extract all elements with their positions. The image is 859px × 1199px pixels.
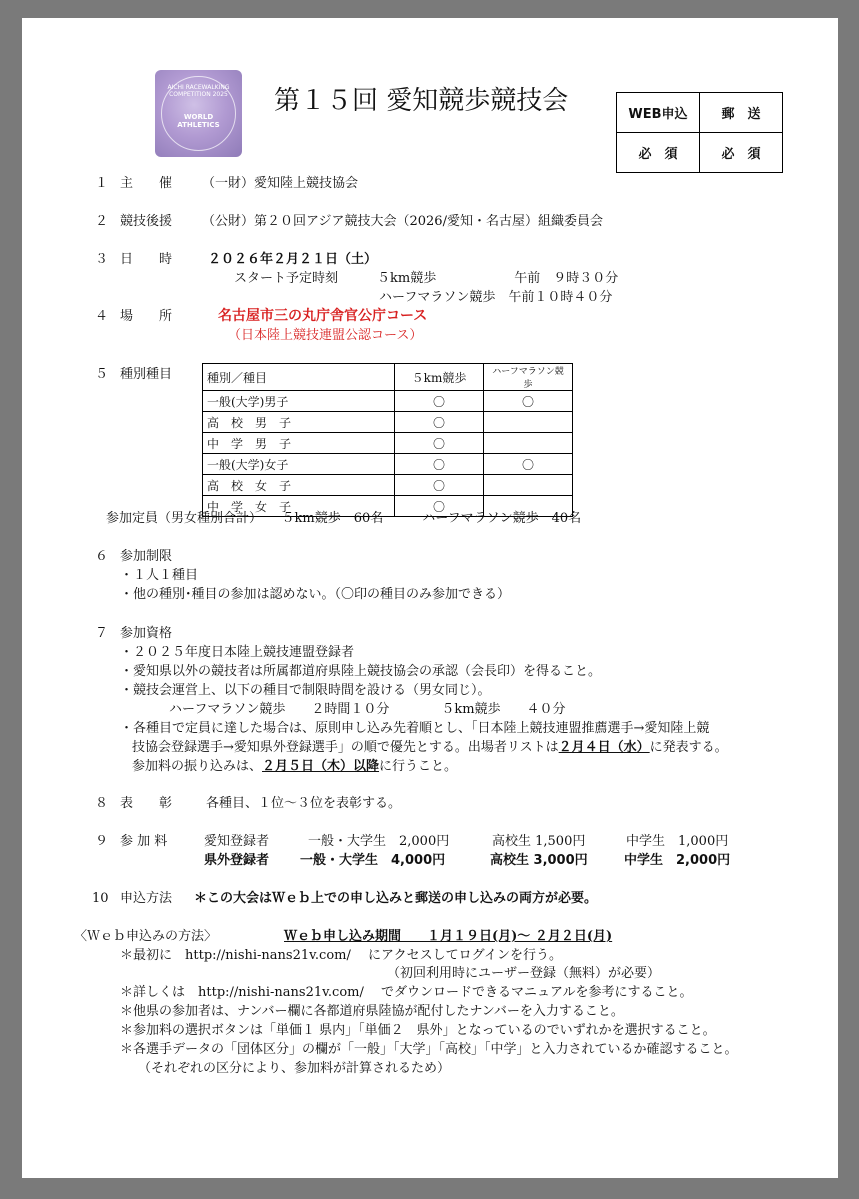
web-line-5: ＊参加料の選択ボタンは「単価１ 県内」「単価２ 県外」となっているのでいずれかを選択すること。 [120,1023,716,1038]
s7-line-7 [132,758,457,776]
s7-line-6-c: に発表する。 [649,740,728,755]
row-5km: 〇 [395,433,484,454]
row-5km: 〇 [395,475,484,496]
web-apply-header: WEB申込 [617,93,700,133]
s9-num: ９ [95,834,109,849]
row-5km: 〇 [395,391,484,412]
s4-venue-note: （日本陸上競技連盟公認コース） [228,328,423,343]
fee-outside-junior: 中学生 2,000円 [624,853,731,868]
s7-line-1: ・２０２５年度日本陸上競技連盟登録者 [120,645,355,660]
application-method-box [616,92,783,173]
s6-item-1: ・１人１種目 [120,568,199,583]
s6-item-2: ・他の種別･種目の参加は認めない。（〇印の種目のみ参加できる） [120,587,511,602]
s6-label: 参加制限 [120,549,173,564]
s7-line-2: ・愛知県以外の競技者は所属都道府県陸上競技協会の承認（会長印）を得ること。 [120,664,602,679]
header-half: ハーフマラソン競歩 [484,364,573,391]
fee-aichi-junior: 中学生 1,000円 [626,834,729,849]
table-row [203,454,573,475]
document-page [22,18,838,1178]
logo-text-top: AICHI RACEWALKING COMPETITION 2025 [167,84,230,98]
s7-label: 参加資格 [120,626,173,641]
list-release-date: ２月４日（水） [558,740,650,755]
category-table-header [203,364,573,391]
s5-num: ５ [95,367,109,382]
web-line-6: ＊各選手データの「団体区分」の欄が「一般」「大学」「高校」「中学」と入力されているか確認すること。 [120,1042,738,1057]
competition-logo [155,70,242,157]
s5-label: 種別種目 [120,367,173,382]
web-line-2: （初回利用時にユーザー登録（無料）が必要） [387,966,661,981]
row-half [484,412,573,433]
s3-label: 日 時 [120,252,173,267]
s3-date: ２０２６年２月２１日（土） [208,252,378,267]
table-row [203,433,573,454]
row-category: 中 学 女 子 [203,496,395,517]
table-row [203,391,573,412]
row-half: 〇 [484,454,573,475]
s7-line-7-a: 参加料の振り込みは、 [132,759,263,774]
s10-num: 10 [92,891,109,906]
category-table [202,363,573,517]
web-line-3: ＊詳しくは http://nishi-nans21v.com/ でダウンロードできるマニュアルを参考にすること。 [120,985,693,1000]
web-method-heading: 〈Ｗｅｂ申込みの方法〉 [74,929,218,944]
s8-num: ８ [95,796,109,811]
row-category: 一般(大学)男子 [203,391,395,412]
header-category: 種別／種目 [203,364,395,391]
row-5km: 〇 [395,496,484,517]
fee-aichi-label: 愛知登録者 [204,834,270,849]
s7-line-6-a: 技協会登録選手→愛知県外登録選手」の順で優先とする。出場者リストは [132,740,559,755]
s3-start-5km: スタート予定時刻 ５km競歩 午前 ９時３０分 [234,271,619,286]
table-row [203,412,573,433]
s7-line-4: ハーフマラソン競歩 ２時間１０分 ５km競歩 ４０分 [169,702,566,717]
fee-outside-general: 一般・大学生 4,000円 [300,853,446,868]
mail-header: 郵 送 [700,93,783,133]
s1-num: １ [95,176,109,191]
mail-required: 必 須 [700,133,783,173]
row-half [484,433,573,454]
s10-value: ＊この大会はＷｅｂ上での申し込みと郵送の申し込みの両方が必要。 [194,891,598,906]
row-category: 高 校 女 子 [203,475,395,496]
s2-label: 競技後援 [120,214,173,229]
s7-num: ７ [95,626,109,641]
row-category: 一般(大学)女子 [203,454,395,475]
web-apply-period: Ｗｅｂ申し込み期間 １月１９日(月)～ ２月２日(月) [284,929,613,944]
web-line-4: ＊他県の参加者は、ナンバー欄に各都道府県陸協が配付したナンバーを入力すること。 [120,1004,624,1019]
s4-num: ４ [95,309,109,324]
fee-outside-high: 高校生 3,000円 [490,853,588,868]
s7-line-5: ・各種目で定員に達した場合は、原則申し込み先着順とし、「日本陸上競技連盟推薦選手→愛知陸上競 [120,721,710,736]
s4-label: 場 所 [120,309,173,324]
web-line-7: （それぞれの区分により、参加料が計算されるため） [138,1061,451,1076]
fee-aichi-general: 一般・大学生 2,000円 [308,834,450,849]
s4-venue: 名古屋市三の丸庁舎官公庁コース [218,308,428,324]
s7-line-7-c: に行うこと。 [379,759,458,774]
logo-text-world: WORLD [183,113,214,121]
s5-capacity: 参加定員（男女種別合計） ５km競歩 60名 ハーフマラソン競歩 40名 [106,511,582,526]
header-5km: ５km競歩 [395,364,484,391]
web-required: 必 須 [617,133,700,173]
s7-line-3: ・競技会運営上、以下の種目で制限時間を設ける（男女同じ）。 [120,683,491,698]
s9-label: 参 加 料 [120,834,168,849]
s8-value: 各種目、１位～３位を表彰する。 [206,796,402,811]
page-title: 第１５回 愛知競歩競技会 [274,86,569,116]
row-half: 〇 [484,391,573,412]
row-5km: 〇 [395,454,484,475]
s8-label: 表 彰 [120,796,173,811]
fee-outside-label: 県外登録者 [204,853,270,868]
row-half [484,475,573,496]
s1-value: （一財）愛知陸上競技協会 [202,176,359,191]
s2-num: ２ [95,214,109,229]
row-5km: 〇 [395,412,484,433]
payment-start-date: ２月５日（木）以降 [262,759,380,774]
web-line-1: ＊最初に http://nishi-nans21v.com/ にアクセスしてログインを行う。 [120,948,562,963]
s3-start-half: ハーフマラソン競歩 午前１０時４０分 [379,290,613,305]
logo-text-athletics: ATHLETICS [177,121,220,129]
s3-num: ３ [95,252,109,267]
s10-label: 申込方法 [120,891,173,906]
s7-line-6 [132,739,728,757]
table-row [203,475,573,496]
row-category: 中 学 男 子 [203,433,395,454]
s1-label: 主 催 [120,176,173,191]
row-category: 高 校 男 子 [203,412,395,433]
s6-num: ６ [95,549,109,564]
fee-aichi-high: 高校生 1,500円 [492,834,586,849]
s2-value: （公財）第２０回アジア競技大会（2026/愛知・名古屋）組織委員会 [202,214,603,229]
